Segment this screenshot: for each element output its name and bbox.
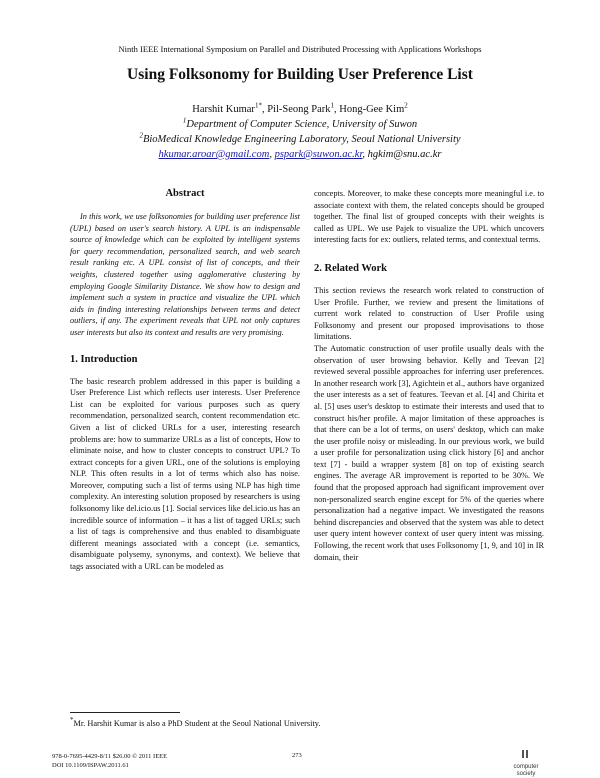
email-list: hkumar.aroar@gmail.com, pspark@suwon.ac.kr, hgkim@snu.ac.kr <box>158 149 442 160</box>
footer-doi: DOI 10.1109/ISPAW.2011.61 <box>52 762 129 769</box>
footnote-marker: * <box>70 716 74 725</box>
affiliation-text: Department of Computer Science, University of Suwon <box>186 119 418 130</box>
introduction-continuation: concepts. Moreover, to make these concepts more meaningful i.e. to associate context with them, the related concepts should be grouped together. The final list of grouped concepts with their weights is called as UPL. We use Pajek to visualize the UPL which uncovers interesting facts for ex: outliers, related terms, and contextual terms. <box>314 189 544 245</box>
author-name: Harshit Kumar <box>192 104 255 115</box>
footnote-rule <box>70 712 180 713</box>
section-heading-introduction: 1. Introduction <box>70 353 138 365</box>
logo-mark-icon <box>508 749 544 759</box>
logo-text: computer society <box>513 764 539 777</box>
email-link[interactable]: pspark@suwon.ac.kr <box>274 149 363 160</box>
author-superscript: 1* <box>254 101 262 110</box>
conference-header: Ninth IEEE International Symposium on Parallel and Distributed Processing with Applications Workshops <box>118 44 482 54</box>
author-list: Harshit Kumar$^{1*}$, Pil-Seong Park$^1$, Hong-Gee Kim$^2$ <box>192 101 408 115</box>
related-work-paragraph: This section reviews the research work related to construction of User Profile. Further, we review and present the limitations of current work related to construction of User Profile using Folksonomy and present our proposed improvisations to those limitations. <box>314 285 544 342</box>
author-superscript: 1 <box>330 101 334 110</box>
affiliation-superscript: 1 <box>182 116 187 125</box>
footnote <box>70 716 321 728</box>
abstract-text: In this work, we use folksonomies for building user preference list (UPL) based on user's search history. A UPL is an indispensable source of knowledge which can be exploited by intelligent systems for query recommendation, personalized search, and web search result ranking etc. A UPL consist of list of concepts, and their weights, clustered together using agglomerative clustering by employing Google Similarity Distance. We show how to design and implement such a system in practice and visualize the UPL which aids in finding interesting relationships between terms and detect outliers, if any. The experiment reveals that UPL not only captures user interests but also its context and results are very promising. <box>70 212 300 337</box>
affiliation <box>0 131 600 145</box>
email-text: hgkim@snu.ac.kr <box>367 149 442 160</box>
affiliation <box>0 116 600 130</box>
author-name: Hong-Gee Kim <box>339 104 405 115</box>
author-name: Pil-Seong Park <box>267 104 331 115</box>
affiliation-superscript: 2 <box>139 131 143 140</box>
paper-title: Using Folksonomy for Building User Preference List <box>127 66 473 83</box>
abstract-heading: Abstract <box>165 188 205 199</box>
related-work-paragraph: The Automatic construction of user profile usually deals with the observation of user browsing behavior. Kelly and Teevan [2] reviewed several possible approaches for inferring user preferences. In another research work [3], Agichtein et al., authors have organized the user interests as a set of features. Teevan et al. [4] and Chirita et al. [5] uses user's desktop to estimate their interests and used that to construct his/her profile. A major limitation of these approaches is that there can be a lot of terms, on users' desktop, which can make the user profile noisy or misleading. In our previous work, we build a user profile for personalization using click history [6] and anchor text [7] - build a wrapper system [8] on top of existing search engines. The average AR improvement is reported to be 30%. We found that the proposed approach had significant improvement over non-personalized search engine except for 5% of the queries where personalization had a negative impact. We investigated the reasons behind discrepancies and observed that the system was able to detect user query intent however context of user query intent was missing. Following, the recent work that uses Folksonomy [1, 9, and 10] in IR domain, their <box>314 343 544 562</box>
footer-publication-info <box>52 752 167 770</box>
footnote-text: Mr. Harshit Kumar is also a PhD Student at the Seoul National University. <box>73 719 321 728</box>
left-column <box>70 187 300 573</box>
introduction-text: The basic research problem addressed in this paper is building a User Preference List which reflects user interests. User Preference List can be exploited for various purposes such as query recommendation, personalized search, content recommendation etc. Given a list of clicked URLs for a user, interesting research problems are: how to summarize URLs as a list of concepts, How to eliminate noise, and how to cluster concepts to construct UPL? To extract concepts for a given URL, one of the solutions is employing NLP. This often results in a lot of terms which also has noise. Moreover, computing such a list of terms using NLP has high time complexity. An interesting solution proposed by researchers is using folksonomy like del.icio.us [1]. Social services like del.icio.us has an incredible source of information – it has a list of tagged URLs; such a list of tags is comprehensive and thus enabled to disambiguate different meanings associated with a concept (i.e. semantics, disambiguate polysemy, synonyms, and context). We believe that tags associated with a URL can be modeled as <box>70 376 300 572</box>
author-superscript: 2 <box>404 101 408 110</box>
section-heading-related-work: 2. Related Work <box>314 262 388 274</box>
footer-isbn: 978-0-7695-4429-8/11 $26.00 © 2011 IEEE <box>52 753 168 760</box>
page-number: 273 <box>292 752 302 759</box>
affiliation-text: BioMedical Knowledge Engineering Laboratory, Seoul National University <box>142 134 461 145</box>
right-column <box>314 188 544 563</box>
computer-society-logo <box>508 746 544 777</box>
email-link[interactable]: hkumar.aroar@gmail.com <box>158 149 270 160</box>
